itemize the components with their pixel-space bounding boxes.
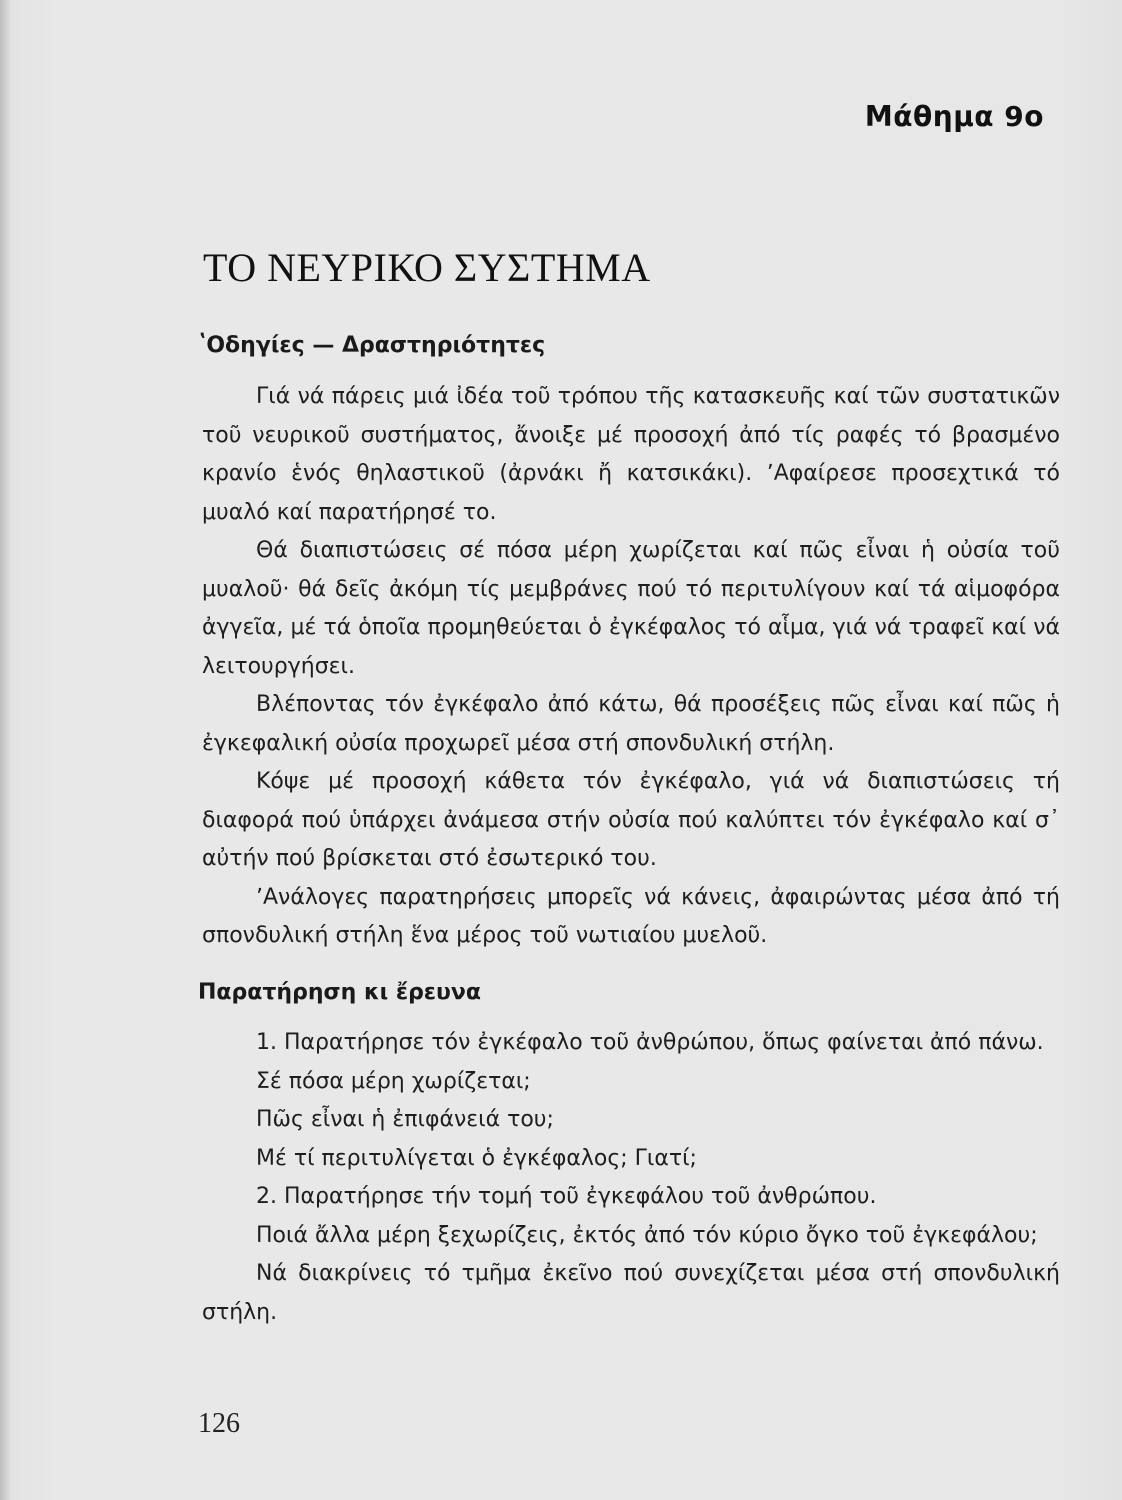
question-item: 2. Παρατήρησε τήν τομή τοῦ ἐγκεφάλου τοῦ ἀνθρώπου. [256, 1184, 877, 1209]
observation-heading: Παρατήρηση κι ἔρευνα [198, 980, 482, 1005]
paragraph: Βλέποντας τόν ἐγκέφαλο ἀπό κάτω, θά προσέξεις πῶς εἶναι καί πῶς ἡ ἐγκεφαλική οὐσία προχωρεῖ μέσα στή σπονδυλική στήλη. [202, 692, 1060, 756]
instructions-body [202, 378, 1060, 956]
page-number: 126 [198, 1408, 240, 1439]
question: Σέ πόσα μέρη χωρίζεται; [256, 1068, 531, 1094]
paragraph: Γιά νά πάρεις μιά ἰδέα τοῦ τρόπου τῆς κατασκευῆς καί τῶν συστατικῶν τοῦ νευρικοῦ συστήματος, ἄνοιξε μέ προσοχή ἀπό τίς ραφές τό βρασμένο κρανίο ἑνός θηλαστικοῦ (ἀρνάκι ἤ κατσικάκι). ʼΑφαίρεσε προσεχτικά τό μυαλό καί παρατήρησέ το. [202, 384, 1060, 525]
question: Νά διακρίνεις τό τμῆμα ἐκεῖνο πού συνεχίζεται μέσα στή σπονδυλική στήλη. [202, 1261, 1060, 1325]
question: Ποιά ἄλλα μέρη ξεχωρίζεις, ἐκτός ἀπό τόν κύριο ὄγκο τοῦ ἐγκεφάλου; [256, 1222, 1038, 1248]
paragraph: Θά διαπιστώσεις σέ πόσα μέρη χωρίζεται καί πῶς εἶναι ἡ οὐσία τοῦ μυαλοῦ· θά δεῖς ἀκόμη τίς μεμβράνες πού τό περιτυλίγουν καί τά αἱμοφόρα ἀγγεῖα, μέ τά ὁποῖα προμηθεύεται ὁ ἐγκέφαλος τό αἷμα, γιά νά τραφεῖ καί νά λειτουργήσει. [202, 538, 1060, 679]
lesson-label: Μάθημα 9ο [864, 100, 1044, 133]
question: Μέ τί περιτυλίγεται ὁ ἐγκέφαλος; Γιατί; [256, 1145, 697, 1171]
question: Πῶς εἶναι ἡ ἐπιφάνειά του; [256, 1107, 554, 1132]
instructions-heading: ʽΟδηγίες — Δραστηριότητες [198, 333, 546, 358]
page-spine-shadow [0, 0, 10, 1500]
paragraph: ʼΑνάλογες παρατηρήσεις μπορεῖς νά κάνεις, ἀφαιρώντας μέσα ἀπό τή σπονδυλική στήλη ἕνα μέρος τοῦ νωτιαίου μυελοῦ. [202, 884, 1060, 948]
paragraph: Κόψε μέ προσοχή κάθετα τόν ἐγκέφαλο, γιά νά διαπιστώσεις τή διαφορά πού ὑπάρχει ἀνάμεσα στήν οὐσία πού καλύπτει τόν ἐγκέφαλο καί σ᾽ αὐτήν πού βρίσκεται στό ἐσωτερικό του. [202, 769, 1060, 871]
question-item: 1. Παρατήρησε τόν ἐγκέφαλο τοῦ ἀνθρώπου, ὅπως φαίνεται ἀπό πάνω. [256, 1030, 1044, 1055]
observation-body [202, 1024, 1060, 1332]
chapter-title: ΤΟ ΝΕΥΡΙΚΟ ΣΥΣΤΗΜΑ [203, 245, 651, 290]
